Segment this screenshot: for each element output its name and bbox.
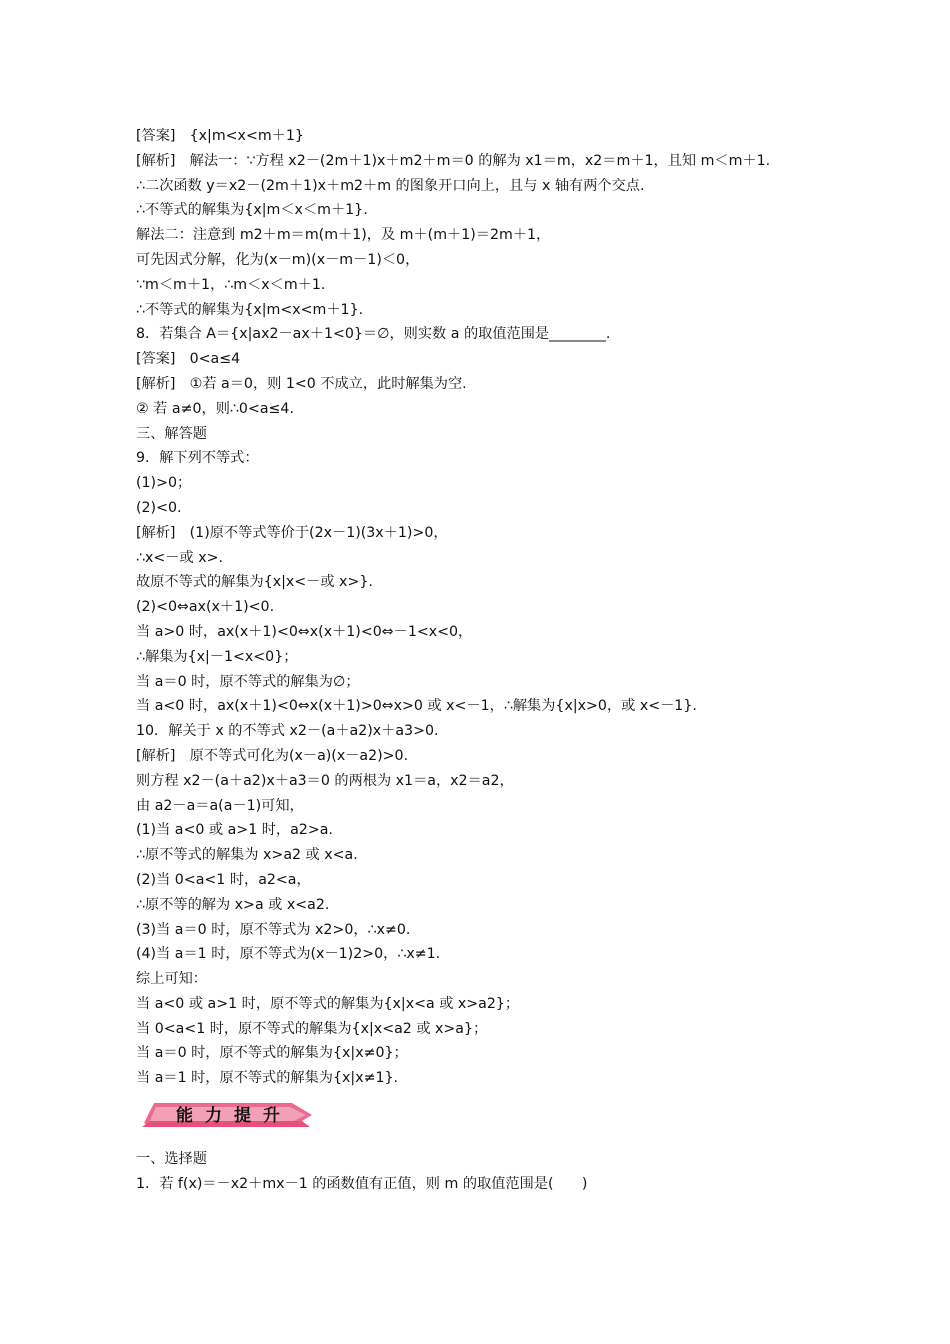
text-line: ∴原不等的解为 x>a 或 x<a2.: [136, 896, 330, 913]
text-line: 则方程 x2－(a＋a2)x＋a3＝0 的两根为 x1＝a，x2＝a2，: [136, 772, 514, 789]
answer-line: [答案] 0<a≤4: [136, 351, 241, 368]
text-line: 当 a＝0 时，原不等式的解集为∅；: [136, 673, 360, 690]
ability-banner: [142, 1097, 312, 1131]
text-line: (2)<0.: [136, 499, 182, 516]
text-line: (1)当 a<0 或 a>1 时，a2>a.: [136, 822, 333, 839]
text-line: 当 a<0 或 a>1 时，原不等式的解集为{x|x<a 或 x>a2}；: [136, 995, 520, 1012]
section-heading: 一、选择题: [136, 1151, 207, 1168]
ability-banner-row: [136, 1091, 826, 1141]
text-line: (1)>0；: [136, 475, 192, 492]
text-line: 当 a＝0 时，原不等式的解集为{x|x≠0}；: [136, 1045, 408, 1062]
analysis-line: [解析] ①若 a＝0，则 1<0 不成立，此时解集为空.: [136, 375, 467, 392]
text-line: ② 若 a≠0，则∴0<a≤4.: [136, 400, 294, 417]
text-line: ∴解集为{x|－1<x<0}；: [136, 648, 298, 665]
text-line: (3)当 a＝0 时，原不等式为 x2>0，∴x≠0.: [136, 921, 411, 938]
section-heading: 三、解答题: [136, 425, 207, 442]
text-line: ∴不等式的解集为{x|m<x<m＋1}.: [136, 301, 364, 318]
text-line: 综上可知：: [136, 971, 207, 988]
text-line: ∴原不等式的解集为 x>a2 或 x<a.: [136, 847, 358, 864]
text-line: 当 0<a<1 时，原不等式的解集为{x|x<a2 或 x>a}；: [136, 1020, 488, 1037]
analysis-method-one-line: [解析] 解法一：∵方程 x2－(2m＋1)x＋m2＋m＝0 的解为 x1＝m，x2＝m＋1，且知 m＜m＋1.: [136, 152, 771, 169]
text-line: ∵m＜m＋1，∴m＜x＜m＋1.: [136, 276, 326, 293]
question-8-line: 8．若集合 A＝{x|ax2－ax＋1<0}＝∅，则实数 a 的取值范围是________.: [136, 326, 611, 343]
banner-label: 能力提升: [176, 1106, 292, 1127]
question-10-line: 10．解关于 x 的不等式 x2－(a＋a2)x＋a3>0.: [136, 723, 439, 740]
analysis-line: [解析] 原不等式可化为(x－a)(x－a2)>0.: [136, 747, 409, 764]
method-two-line: 解法二：注意到 m2＋m＝m(m＋1)，及 m＋(m＋1)＝2m＋1，: [136, 227, 551, 244]
text-line: 故原不等式的解集为{x|x<－或 x>}.: [136, 574, 373, 591]
text-line: 当 a>0 时，ax(x＋1)<0⇔x(x＋1)<0⇔－1<x<0，: [136, 623, 473, 640]
text-line: ∴不等式的解集为{x|m＜x＜m＋1}.: [136, 202, 368, 219]
text-line: (2)当 0<a<1 时，a2<a，: [136, 871, 311, 888]
answer-set-line: [答案] {x|m<x<m＋1}: [136, 128, 304, 144]
document-content: [136, 124, 826, 1197]
text-line: 由 a2－a＝a(a－1)可知，: [136, 797, 304, 814]
analysis-line: [解析] (1)原不等式等价于(2x－1)(3x＋1)>0，: [136, 524, 448, 541]
text-line: ∴x<－或 x>.: [136, 549, 223, 566]
text-line: ∴二次函数 y＝x2－(2m＋1)x＋m2＋m 的图象开口向上，且与 x 轴有两个交点.: [136, 177, 645, 194]
text-line: 可先因式分解，化为(x－m)(x－m－1)＜0，: [136, 251, 420, 268]
text-line: 当 a<0 时，ax(x＋1)<0⇔x(x＋1)>0⇔x>0 或 x<－1，∴解集为{x|x>0，或 x<－1}.: [136, 698, 697, 715]
text-line: (4)当 a＝1 时，原不等式为(x－1)2>0，∴x≠1.: [136, 946, 441, 963]
text-line: (2)<0⇔ax(x＋1)<0.: [136, 599, 275, 616]
question-1-line: 1．若 f(x)＝－x2＋mx－1 的函数值有正值，则 m 的取值范围是( ): [136, 1175, 588, 1192]
text-line: 当 a＝1 时，原不等式的解集为{x|x≠1}.: [136, 1070, 399, 1087]
question-9-line: 9．解下列不等式：: [136, 450, 259, 467]
